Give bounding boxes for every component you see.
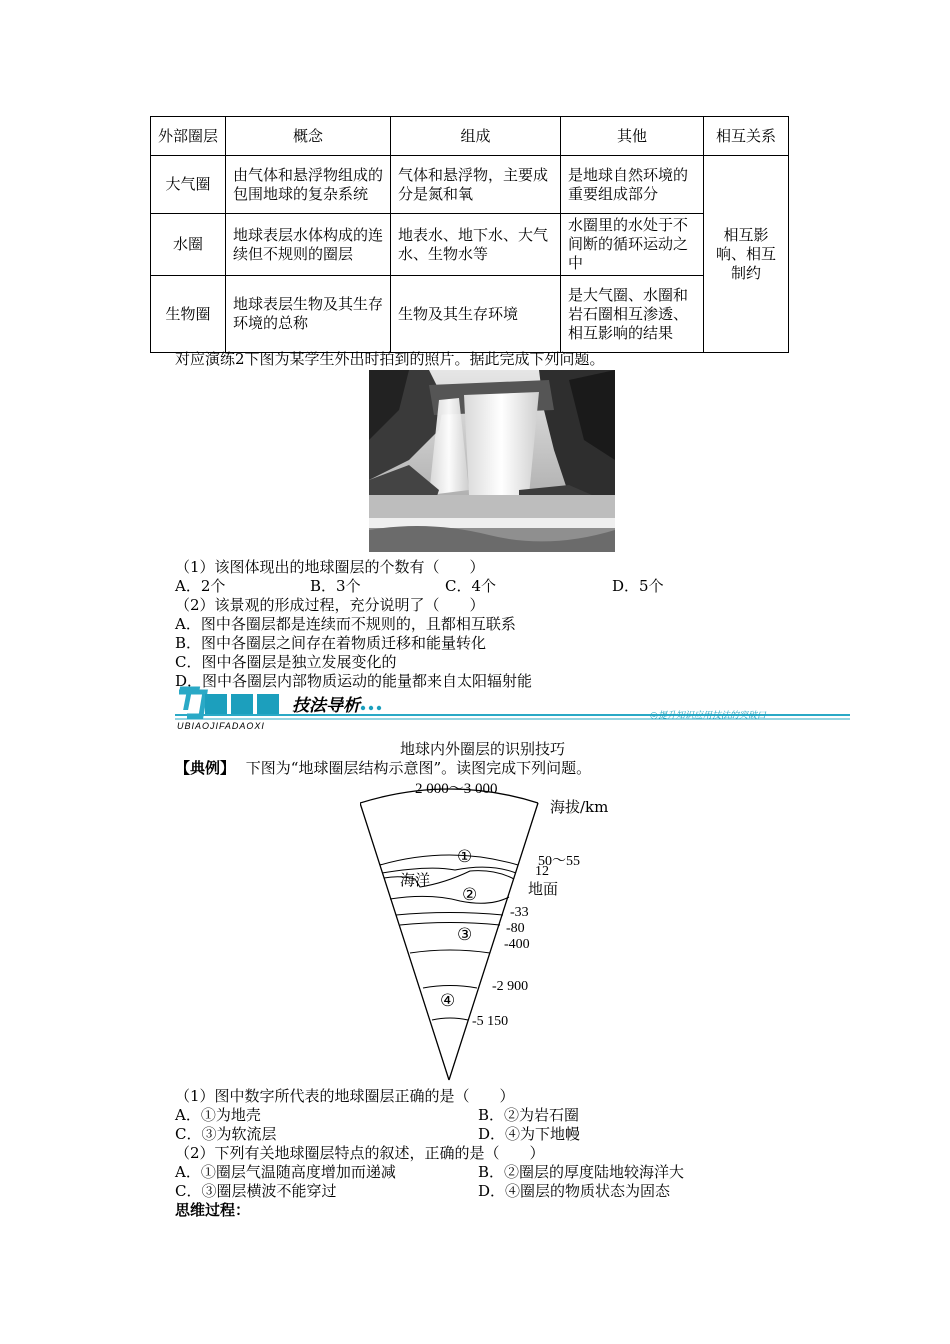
table-row	[151, 156, 789, 214]
diagram-top-label: 2 000～3 000	[415, 781, 498, 797]
table-cell: 是地球自然环境的重要组成部分	[561, 156, 704, 214]
exercise-q1-option: D．5个	[612, 577, 664, 595]
sphere-table	[150, 116, 789, 353]
exercise-intro: 对应演练2下图为某学生外出时拍到的照片。据此完成下列问题。	[175, 350, 605, 368]
table-cell: 是大气圈、水圈和岩石圈相互渗透、相互影响的结果	[561, 276, 704, 353]
diagram-unit-label: 海拔/km	[550, 798, 609, 816]
exercise-q1-option: A．2个	[175, 577, 226, 595]
earth-sphere-diagram	[360, 775, 620, 1085]
question-2-option: B．②圈层的厚度陆地较海洋大	[478, 1163, 685, 1181]
table-header-cell: 组成	[391, 117, 561, 156]
diagram-tick: 50～55	[538, 854, 580, 869]
diagram-tick: -2 900	[492, 979, 529, 994]
table-cell: 水圈	[151, 214, 226, 276]
question-1-option: A．①为地壳	[175, 1106, 261, 1124]
diagram-ocean-label: 海洋	[400, 871, 431, 889]
table-cell: 气体和悬浮物，主要成分是氮和氧	[391, 156, 561, 214]
banner-pinyin: UBIAOJIFADAOXI	[177, 721, 265, 731]
table-row	[151, 276, 789, 353]
table-header-cell: 其他	[561, 117, 704, 156]
exercise-q2-option: C．图中各圈层是独立发展变化的	[175, 653, 397, 671]
question-2-option: D．④圈层的物质状态为固态	[478, 1182, 671, 1200]
diagram-tick: -5 150	[472, 1014, 509, 1029]
question-2: （2）下列有关地球圈层特点的叙述，正确的是（ ）	[175, 1144, 545, 1162]
exercise-q2-option: A．图中各圈层都是连续而不规则的，且都相互联系	[175, 615, 516, 633]
table-cell: 地表水、地下水、大气水、生物水等	[391, 214, 561, 276]
section-title: 地球内外圈层的识别技巧	[400, 740, 566, 758]
exercise-q1-option: C．4个	[445, 577, 497, 595]
diagram-tick: -33	[510, 905, 529, 920]
waterfall-photo	[369, 370, 615, 552]
table-header-cell: 外部圈层	[151, 117, 226, 156]
table-header-row	[151, 117, 789, 156]
question-1: （1）图中数字所代表的地球圈层正确的是（ ）	[175, 1087, 515, 1105]
banner-letter: T	[177, 680, 198, 718]
question-1-option: D．④为下地幔	[478, 1125, 581, 1143]
table-header-cell: 相互关系	[704, 117, 789, 156]
banner-title: 技法导析	[292, 696, 360, 716]
banner-slogan: ◎提升知识应用技法的突破口	[650, 711, 766, 721]
exercise-q1-option: B．3个	[310, 577, 361, 595]
table-cell: 地球表层生物及其生存环境的总称	[226, 276, 391, 353]
diagram-tick: -400	[504, 937, 530, 952]
diagram-ground-label: 地面	[528, 880, 559, 898]
example-label: 【典例】	[175, 759, 236, 777]
diagram-tick: -80	[506, 921, 525, 936]
thinking-label: 思维过程：	[175, 1201, 251, 1219]
diagram-circle-label: ④	[440, 991, 456, 1011]
exercise-q2: （2）该景观的形成过程，充分说明了（ ）	[175, 596, 485, 614]
table-cell: 水圈里的水处于不间断的循环运动之中	[561, 214, 704, 276]
example-text: 下图为“地球圈层结构示意图”。读图完成下列问题。	[245, 759, 592, 777]
exercise-q2-option: B．图中各圈层之间存在着物质迁移和能量转化	[175, 634, 487, 652]
table-cell: 由气体和悬浮物组成的包围地球的复杂系统	[226, 156, 391, 214]
table-header-cell: 概念	[226, 117, 391, 156]
table-cell: 地球表层水体构成的连续但不规则的圈层	[226, 214, 391, 276]
question-2-option: C．③圈层横波不能穿过	[175, 1182, 337, 1200]
question-2-option: A．①圈层气温随高度增加而递减	[175, 1163, 396, 1181]
diagram-tick: 12	[535, 864, 549, 879]
table-cell-relation: 相互影响、相互制约	[704, 156, 789, 353]
exercise-q2-option: D．图中各圈层内部物质运动的能量都来自太阳辐射能	[175, 672, 533, 690]
diagram-circle-label: ③	[457, 925, 473, 945]
diagram-circle-label: ①	[457, 847, 473, 867]
question-1-option: C．③为软流层	[175, 1125, 277, 1143]
table-cell: 生物圈	[151, 276, 226, 353]
question-1-option: B．②为岩石圈	[478, 1106, 580, 1124]
exercise-q1: （1）该图体现出的地球圈层的个数有（ ）	[175, 558, 485, 576]
table-cell: 生物及其生存环境	[391, 276, 561, 353]
diagram-circle-label: ②	[462, 885, 478, 905]
table-row	[151, 214, 789, 276]
table-cell: 大气圈	[151, 156, 226, 214]
